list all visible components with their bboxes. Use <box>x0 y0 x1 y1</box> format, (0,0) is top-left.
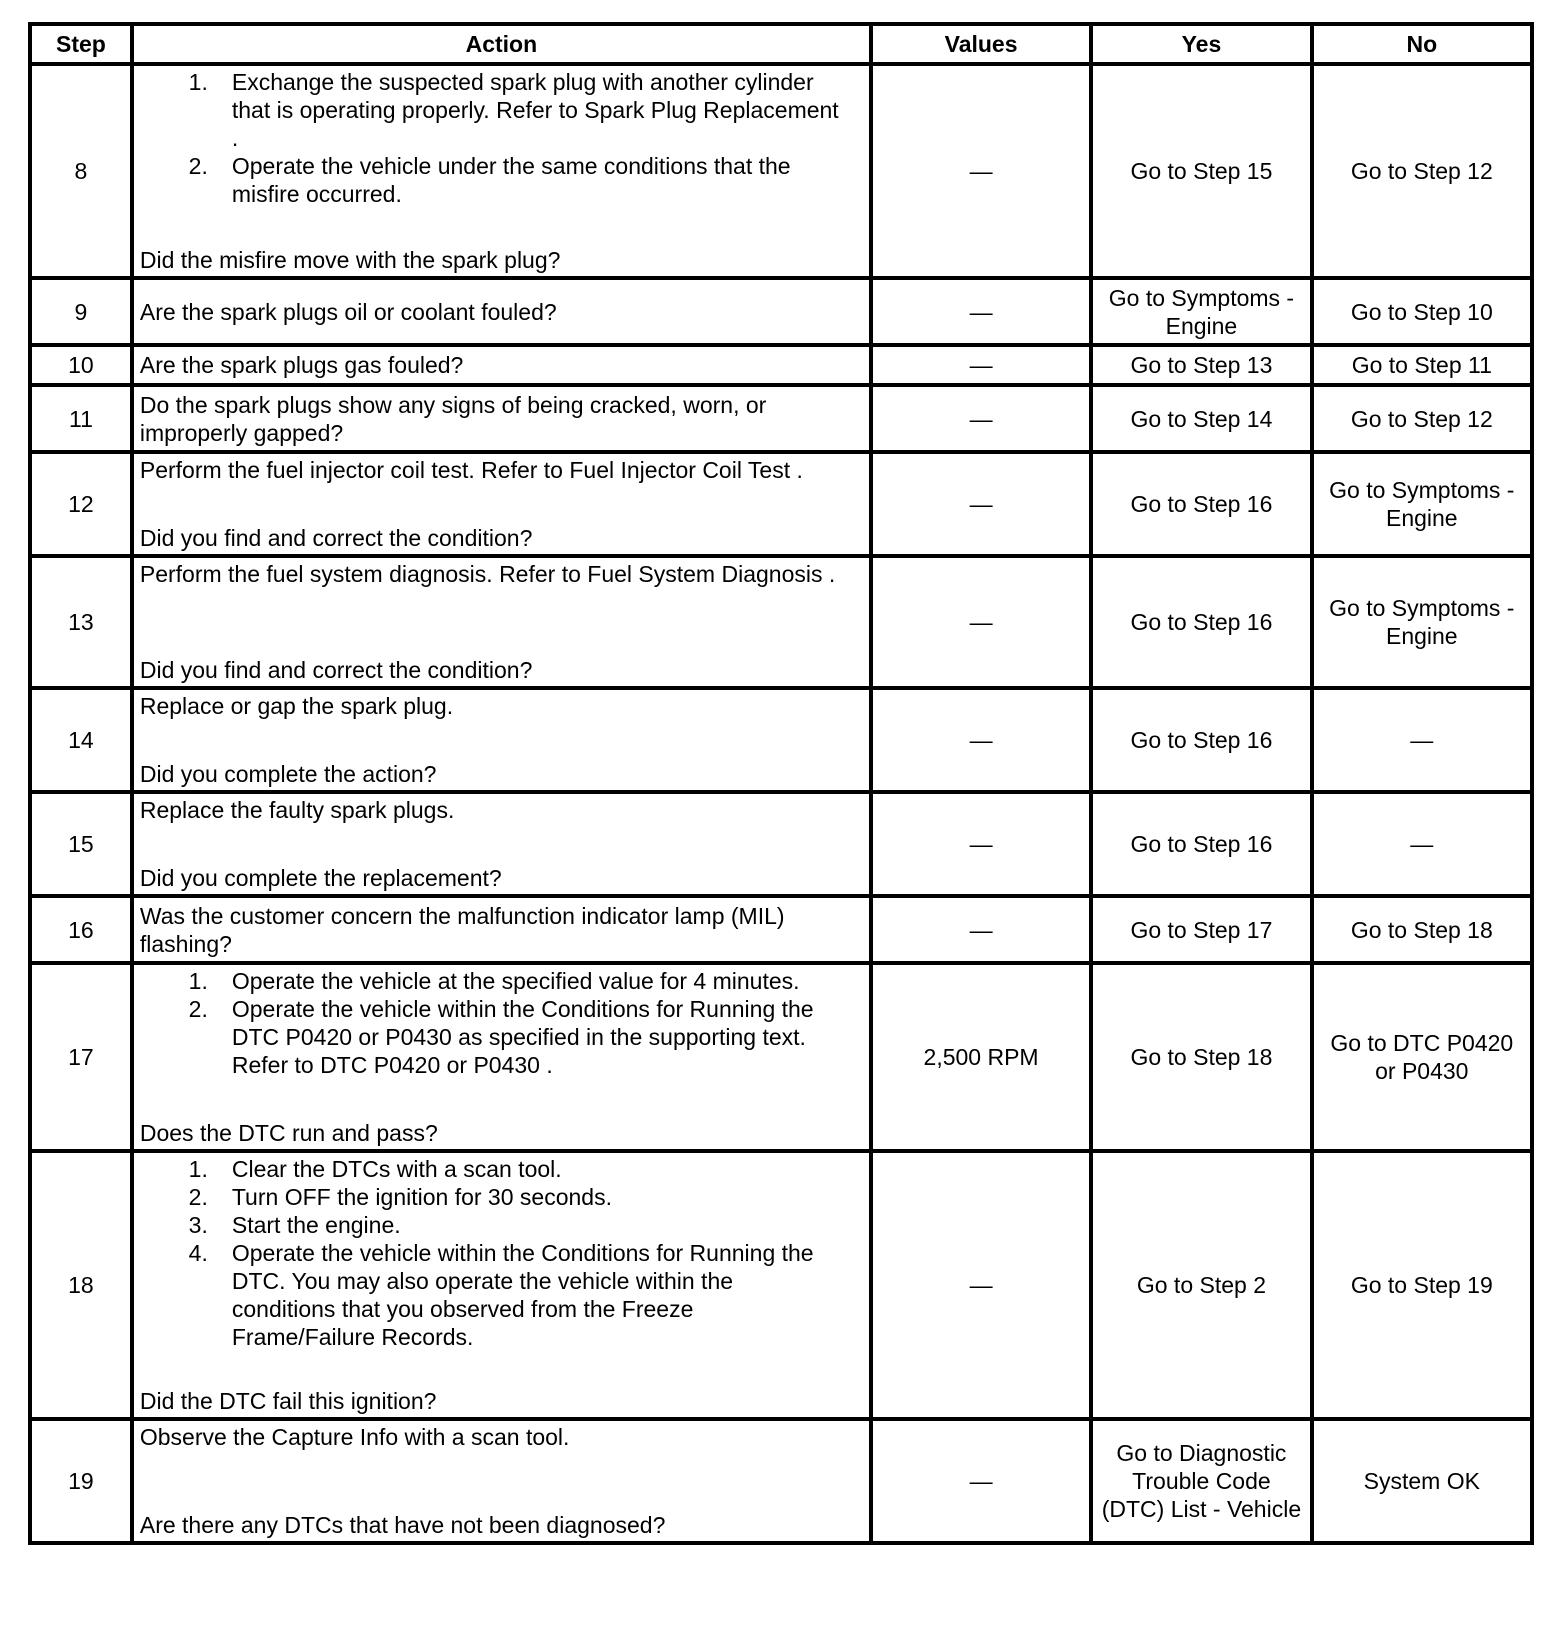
value-cell: — <box>871 278 1091 345</box>
action-cell <box>132 452 871 556</box>
action-cell <box>132 345 871 385</box>
no-cell: — <box>1312 688 1532 792</box>
step-number: 14 <box>30 688 132 792</box>
list-item-number: 1. <box>188 69 208 95</box>
action-question: Are there any DTCs that have not been diagnosed? <box>139 1512 666 1538</box>
action-steps-list <box>140 967 863 1079</box>
value-cell: — <box>871 345 1091 385</box>
value-cell: — <box>871 64 1091 278</box>
action-intro: Replace the faulty spark plugs. <box>139 797 455 823</box>
list-item <box>140 1155 863 1183</box>
action-question: Did you find and correct the condition? <box>139 657 533 683</box>
table-row <box>30 1419 1532 1543</box>
list-item-text: Start the engine. <box>231 1212 401 1238</box>
action-cell <box>132 688 871 792</box>
header-action: Action <box>132 24 871 64</box>
step-number: 10 <box>30 345 132 385</box>
header-step: Step <box>30 24 132 64</box>
value-cell: — <box>871 556 1091 688</box>
list-item-text: Exchange the suspected spark plug with another cylinder that is operating properly. Refer to Spark Plug Replacement . <box>231 69 839 151</box>
diagnostic-table-container <box>28 22 1534 1545</box>
list-item <box>140 1211 863 1239</box>
value-cell: — <box>871 688 1091 792</box>
yes-cell: Go to Step 16 <box>1091 556 1311 688</box>
action-cell <box>132 792 871 896</box>
spacer <box>140 1079 863 1119</box>
table-row <box>30 963 1532 1151</box>
action-intro: Replace or gap the spark plug. <box>139 693 454 719</box>
yes-cell: Go to Step 17 <box>1091 896 1311 963</box>
list-item-text: Operate the vehicle under the same conditions that the misfire occurred. <box>231 153 791 207</box>
list-item <box>140 967 863 995</box>
list-item-number: 1. <box>188 1156 208 1182</box>
no-cell: Go to DTC P0420 or P0430 <box>1312 963 1532 1151</box>
no-cell: Go to Step 19 <box>1312 1151 1532 1419</box>
yes-cell: Go to Step 2 <box>1091 1151 1311 1419</box>
spacer <box>140 1351 863 1387</box>
action-cell <box>132 64 871 278</box>
no-cell: — <box>1312 792 1532 896</box>
action-question: Did you complete the action? <box>139 761 437 787</box>
action-cell <box>132 963 871 1151</box>
table-body <box>30 64 1532 1543</box>
header-values: Values <box>871 24 1091 64</box>
table-row <box>30 688 1532 792</box>
list-item <box>140 1183 863 1211</box>
table-row <box>30 385 1532 452</box>
value-cell: 2,500 RPM <box>871 963 1091 1151</box>
action-intro: Perform the fuel injector coil test. Refer to Fuel Injector Coil Test . <box>139 457 803 483</box>
action-question: Did the DTC fail this ignition? <box>139 1388 437 1414</box>
value-cell: — <box>871 1419 1091 1543</box>
action-cell <box>132 385 871 452</box>
list-item-number: 4. <box>188 1240 208 1266</box>
action-cell <box>132 278 871 345</box>
yes-cell: Go to Step 16 <box>1091 792 1311 896</box>
no-cell: Go to Step 12 <box>1312 64 1532 278</box>
action-steps-list <box>140 1155 863 1351</box>
header-row <box>30 24 1532 64</box>
value-cell: — <box>871 452 1091 556</box>
table-row <box>30 345 1532 385</box>
list-item <box>140 995 863 1079</box>
yes-cell: Go to Step 16 <box>1091 688 1311 792</box>
no-cell: System OK <box>1312 1419 1532 1543</box>
list-item-text: Operate the vehicle at the specified value for 4 minutes. <box>231 968 800 994</box>
no-cell: Go to Symptoms - Engine <box>1312 556 1532 688</box>
table-row <box>30 1151 1532 1419</box>
yes-cell: Go to Step 18 <box>1091 963 1311 1151</box>
yes-cell: Go to Step 14 <box>1091 385 1311 452</box>
action-question: Did you complete the replacement? <box>139 865 502 891</box>
spacer <box>140 720 863 760</box>
yes-cell: Go to Diagnostic Trouble Code (DTC) List - Vehicle <box>1091 1419 1311 1543</box>
action-question: Did you find and correct the condition? <box>139 525 533 551</box>
action-question: Was the customer concern the malfunction indicator lamp (MIL) flashing? <box>139 902 785 957</box>
list-item-number: 2. <box>188 1184 208 1210</box>
spacer <box>140 1451 863 1511</box>
table-row <box>30 896 1532 963</box>
list-item <box>140 1239 863 1351</box>
no-cell: Go to Step 12 <box>1312 385 1532 452</box>
list-item-number: 2. <box>188 996 208 1022</box>
step-number: 11 <box>30 385 132 452</box>
value-cell: — <box>871 385 1091 452</box>
action-intro: Observe the Capture Info with a scan tool. <box>139 1424 570 1450</box>
step-number: 9 <box>30 278 132 345</box>
action-intro: Perform the fuel system diagnosis. Refer to Fuel System Diagnosis . <box>139 561 836 587</box>
table-row <box>30 278 1532 345</box>
yes-cell: Go to Step 13 <box>1091 345 1311 385</box>
list-item <box>140 68 863 152</box>
no-cell: Go to Step 18 <box>1312 896 1532 963</box>
diagnostic-table <box>28 22 1534 1545</box>
list-item-number: 3. <box>188 1212 208 1238</box>
action-cell <box>132 1151 871 1419</box>
yes-cell: Go to Step 15 <box>1091 64 1311 278</box>
step-number: 12 <box>30 452 132 556</box>
step-number: 18 <box>30 1151 132 1419</box>
header-yes: Yes <box>1091 24 1311 64</box>
action-question: Did the misfire move with the spark plug? <box>139 247 561 273</box>
yes-cell: Go to Symptoms - Engine <box>1091 278 1311 345</box>
header-no: No <box>1312 24 1532 64</box>
yes-cell: Go to Step 16 <box>1091 452 1311 556</box>
step-number: 17 <box>30 963 132 1151</box>
spacer <box>140 824 863 864</box>
table-row <box>30 64 1532 278</box>
action-question: Are the spark plugs gas fouled? <box>139 352 464 378</box>
spacer <box>140 588 863 656</box>
action-cell <box>132 1419 871 1543</box>
list-item-text: Operate the vehicle within the Conditions for Running the DTC. You may also operate the vehicle within the conditions that you observed from the Freeze Frame/Failure Records. <box>231 1240 814 1350</box>
action-cell <box>132 556 871 688</box>
list-item-text: Clear the DTCs with a scan tool. <box>231 1156 562 1182</box>
step-number: 19 <box>30 1419 132 1543</box>
table-row <box>30 556 1532 688</box>
action-cell <box>132 896 871 963</box>
action-question: Do the spark plugs show any signs of being cracked, worn, or improperly gapped? <box>139 391 767 446</box>
action-steps-list <box>140 68 863 208</box>
step-number: 8 <box>30 64 132 278</box>
value-cell: — <box>871 1151 1091 1419</box>
value-cell: — <box>871 896 1091 963</box>
step-number: 13 <box>30 556 132 688</box>
spacer <box>140 208 863 246</box>
no-cell: Go to Step 11 <box>1312 345 1532 385</box>
table-row <box>30 452 1532 556</box>
value-cell: — <box>871 792 1091 896</box>
table-row <box>30 792 1532 896</box>
list-item-text: Turn OFF the ignition for 30 seconds. <box>231 1184 612 1210</box>
list-item <box>140 152 863 208</box>
no-cell: Go to Symptoms - Engine <box>1312 452 1532 556</box>
no-cell: Go to Step 10 <box>1312 278 1532 345</box>
action-question: Does the DTC run and pass? <box>139 1120 438 1146</box>
action-question: Are the spark plugs oil or coolant fouled? <box>139 298 557 325</box>
spacer <box>140 484 863 524</box>
list-item-number: 1. <box>188 968 208 994</box>
step-number: 16 <box>30 896 132 963</box>
list-item-text: Operate the vehicle within the Conditions for Running the DTC P0420 or P0430 as specified in the supporting text. Refer to DTC P0420 or P0430 . <box>231 996 814 1078</box>
list-item-number: 2. <box>188 153 208 179</box>
step-number: 15 <box>30 792 132 896</box>
